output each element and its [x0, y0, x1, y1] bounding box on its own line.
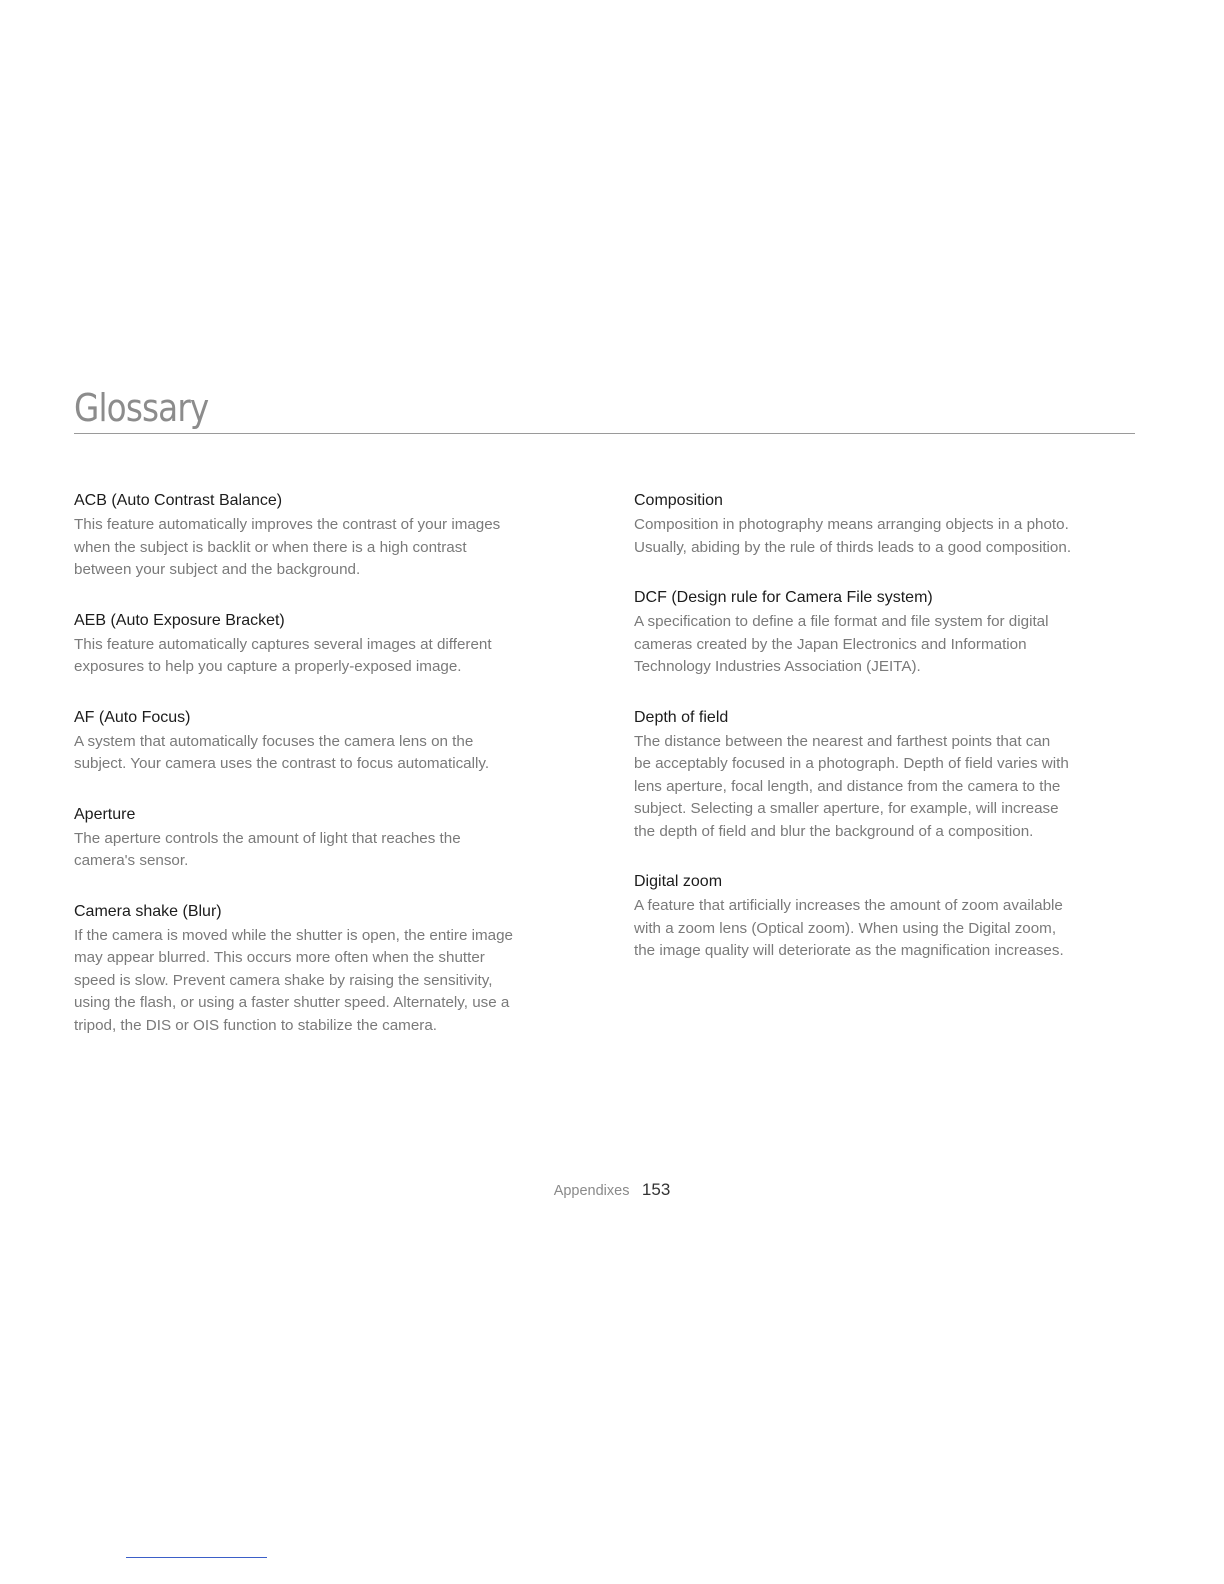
- glossary-right-column: [634, 490, 1138, 991]
- glossary-term: ACB (Auto Contrast Balance): [74, 492, 283, 509]
- glossary-definition: The aperture controls the amount of light that reaches the camera's sensor.: [74, 829, 461, 869]
- glossary-term: DCF (Design rule for Camera File system): [634, 589, 933, 606]
- title-divider: [74, 433, 1135, 434]
- footer-section-label: Appendixes: [553, 1183, 630, 1199]
- footer-page-number: 153: [641, 1180, 671, 1199]
- glossary-definition: This feature automatically captures several images at different exposures to help you capture a properly-exposed image.: [74, 635, 492, 675]
- glossary-entry-depth-of-field: [634, 707, 1138, 844]
- glossary-term: AEB (Auto Exposure Bracket): [74, 611, 285, 629]
- glossary-entry-composition: [634, 490, 1138, 559]
- glossary-definition: Composition in photography means arranging objects in a photo. Usually, abiding by the rule of thirds leads to a good composition.: [634, 516, 1072, 556]
- glossary-term: Depth of field: [634, 708, 729, 726]
- glossary-definition: This feature automatically improves the contrast of your images when the subject is backlit or when there is a high contrast between your subject and the background.: [74, 516, 501, 578]
- glossary-definition: A system that automatically focuses the camera lens on the subject. Your camera uses the contrast to focus automatically.: [74, 732, 490, 772]
- glossary-term: Camera shake (Blur): [74, 902, 222, 920]
- glossary-entry-aeb: [74, 610, 574, 679]
- glossary-definition: A specification to define a file format and file system for digital cameras created by the Japan Electronics and Information Technology Industries Association (JEITA).: [634, 613, 1049, 675]
- glossary-term: Composition: [634, 492, 723, 509]
- glossary-definition: The distance between the nearest and farthest points that can be acceptably focused in a photograph. Depth of field varies with lens aperture, focal length, and distance from the camera to the subject. Selecting a smaller aperture, for example, will increase the depth of field and blur the background of a composition.: [634, 732, 1069, 840]
- glossary-entry-acb: [74, 490, 574, 582]
- bottom-decorative-line: [126, 1557, 267, 1558]
- glossary-entry-dcf: [634, 587, 1138, 679]
- page-title: Glossary: [74, 386, 209, 430]
- page-footer: [0, 1180, 1224, 1200]
- glossary-term: Aperture: [74, 805, 136, 823]
- glossary-definition: A feature that artificially increases the amount of zoom available with a zoom lens (Optical zoom). When using the Digital zoom, the image quality will deteriorate as the magnification increases.: [634, 897, 1064, 959]
- glossary-left-column: [74, 490, 574, 1065]
- glossary-definition: If the camera is moved while the shutter is open, the entire image may appear blurred. This occurs more often when the shutter speed is slow. Prevent camera shake by raising the sensitivity, using the flash, or using a faster shutter speed. Alternately, use a tripod, the DIS or OIS function to stabilize the camera.: [74, 926, 513, 1034]
- glossary-term: AF (Auto Focus): [74, 708, 191, 726]
- glossary-term: Digital zoom: [634, 873, 723, 890]
- glossary-entry-af: [74, 707, 574, 776]
- glossary-entry-camera-shake: [74, 901, 574, 1038]
- glossary-entry-digital-zoom: [634, 871, 1138, 963]
- glossary-entry-aperture: [74, 804, 574, 873]
